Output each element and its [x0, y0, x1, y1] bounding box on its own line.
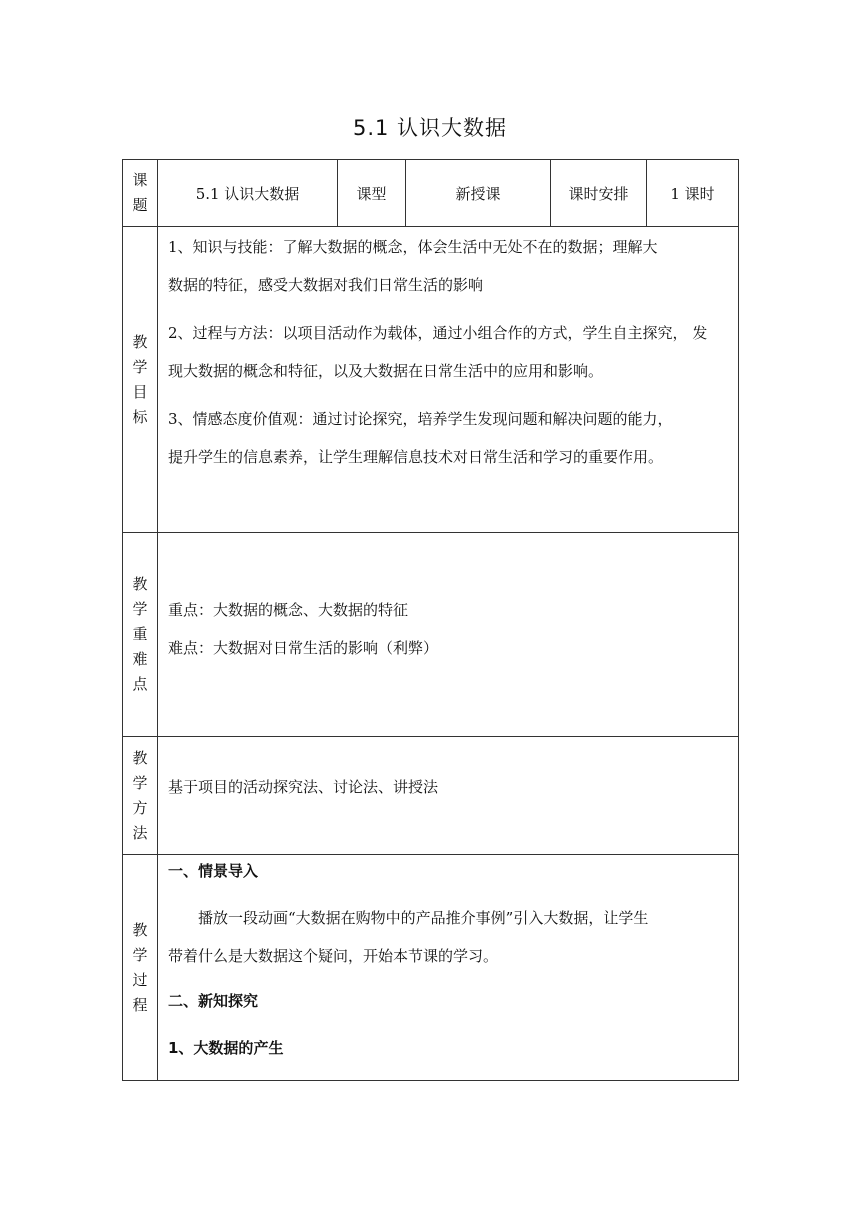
process-content [158, 855, 739, 1081]
methods-row [123, 737, 739, 855]
type-label: 课型 [338, 160, 406, 227]
objective-line: 数据的特征，感受大数据对我们日常生活的影响 [168, 276, 484, 294]
topic-value: 5.1 认识大数据 [158, 160, 338, 227]
key-point: 重点：大数据的概念、大数据的特征 [168, 600, 409, 619]
keypoints-row [123, 533, 739, 737]
page-title: 5.1 认识大数据 [352, 116, 508, 140]
header-row [123, 160, 739, 227]
lesson-plan-table [122, 159, 739, 1081]
objective-line: 3、情感态度价值观：通过讨论探究，培养学生发现问题和解决问题的能力， [168, 410, 673, 428]
methods-content: 基于项目的活动探究法、讨论法、讲授法 [158, 737, 739, 855]
objectives-label: 教 学 目 标 [123, 227, 158, 533]
objective-line: 1、知识与技能：了解大数据的概念，体会生活中无处不在的数据；理解大 [168, 238, 658, 256]
type-value: 新授课 [406, 160, 551, 227]
section-heading: 二、新知探究 [168, 992, 259, 1010]
process-paragraph: 播放一段动画“大数据在购物中的产品推介事例”引入大数据，让学生 [198, 909, 649, 927]
methods-label: 教 学 方 法 [123, 737, 158, 855]
schedule-label: 课时安排 [551, 160, 647, 227]
objective-line: 2、过程与方法：以项目活动作为载体，通过小组合作的方式，学生自主探究， 发 [168, 324, 708, 342]
objectives-content [158, 227, 739, 533]
objectives-row [123, 227, 739, 533]
topic-label: 课 题 [123, 160, 158, 227]
process-row [123, 855, 739, 1081]
keypoints-label: 教 学 重 难 点 [123, 533, 158, 737]
process-paragraph: 带着什么是大数据这个疑问，开始本节课的学习。 [168, 947, 499, 965]
subsection-heading: 1、大数据的产生 [168, 1039, 284, 1057]
schedule-value: 1 课时 [647, 160, 739, 227]
objective-line: 提升学生的信息素养，让学生理解信息技术对日常生活和学习的重要作用。 [168, 448, 664, 466]
process-label: 教 学 过 程 [123, 855, 158, 1081]
objective-line: 现大数据的概念和特征，以及大数据在日常生活中的应用和影响。 [168, 362, 604, 380]
keypoints-content [158, 533, 739, 737]
difficult-point: 难点：大数据对日常生活的影响（利弊） [168, 638, 439, 657]
section-heading: 一、情景导入 [168, 862, 259, 880]
